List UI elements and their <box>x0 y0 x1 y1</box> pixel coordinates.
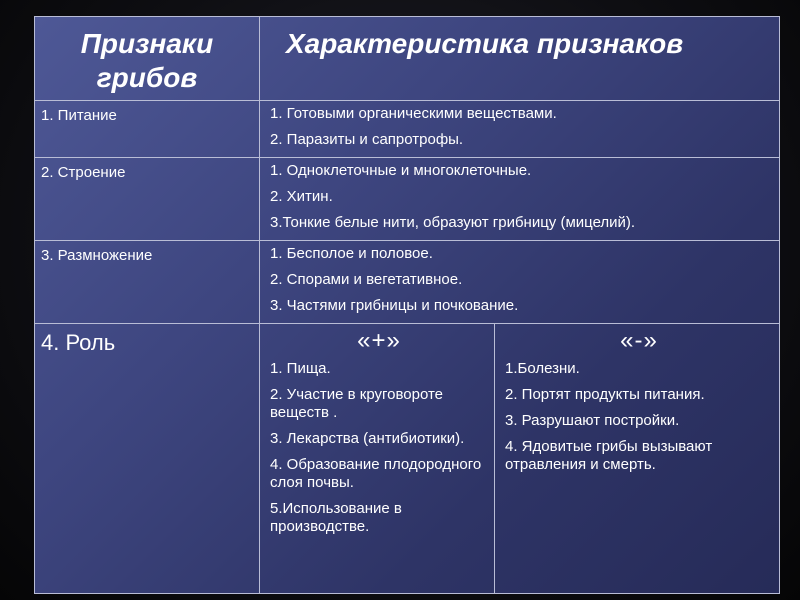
list-item: 1. Бесполое и половое. <box>270 245 433 262</box>
list-item: 2. Спорами и вегетативное. <box>270 271 463 288</box>
list-item: 2. Хитин. <box>270 188 333 205</box>
row-label-role: 4. Роль <box>35 324 260 594</box>
header-col1-text: Признаки грибов <box>80 28 214 93</box>
positive-sign: «+» <box>357 327 401 354</box>
table-row <box>35 324 780 594</box>
list-item: 2. Паразиты и сапротрофы. <box>270 131 464 148</box>
list-item: 3. Разрушают постройки. <box>505 412 680 429</box>
list-item: 4. Ядовитые грибы вызывают отравления и смерть. <box>505 438 713 473</box>
row-label-reproduction: 3. Размножение <box>35 241 260 324</box>
list-item: 4. Образование плодородного слоя почвы. <box>270 456 482 491</box>
list-item: 3. Частями грибницы и почкование. <box>270 297 519 314</box>
role-negative <box>495 324 780 594</box>
header-row <box>35 17 780 101</box>
fungi-characteristics-table <box>34 16 780 594</box>
role-positive <box>260 324 495 594</box>
table-row <box>35 241 780 324</box>
list-item: 1. Одноклеточные и многоклеточные. <box>270 162 532 179</box>
list-item: 5.Использование в производстве. <box>270 500 402 535</box>
row-content-reproduction <box>260 241 780 324</box>
row-label-nutrition: 1. Питание <box>35 101 260 158</box>
header-col2 <box>260 17 780 101</box>
list-item: 3.Тонкие белые нити, образуют грибницу (мицелий). <box>270 214 636 231</box>
header-col1 <box>35 17 260 101</box>
list-item: 1. Пища. <box>270 360 331 377</box>
list-item: 2. Участие в круговороте веществ . <box>270 386 444 421</box>
list-item: 3. Лекарства (антибиотики). <box>270 430 465 447</box>
negative-sign: «-» <box>620 327 658 354</box>
table-row <box>35 158 780 241</box>
header-col2-text: Характеристика признаков <box>286 28 684 59</box>
list-item: 1.Болезни. <box>505 360 580 377</box>
row-content-structure <box>260 158 780 241</box>
list-item: 2. Портят продукты питания. <box>505 386 705 403</box>
table-row <box>35 101 780 158</box>
row-content-nutrition <box>260 101 780 158</box>
list-item: 1. Готовыми органическими веществами. <box>270 105 557 122</box>
row-label-structure: 2. Строение <box>35 158 260 241</box>
